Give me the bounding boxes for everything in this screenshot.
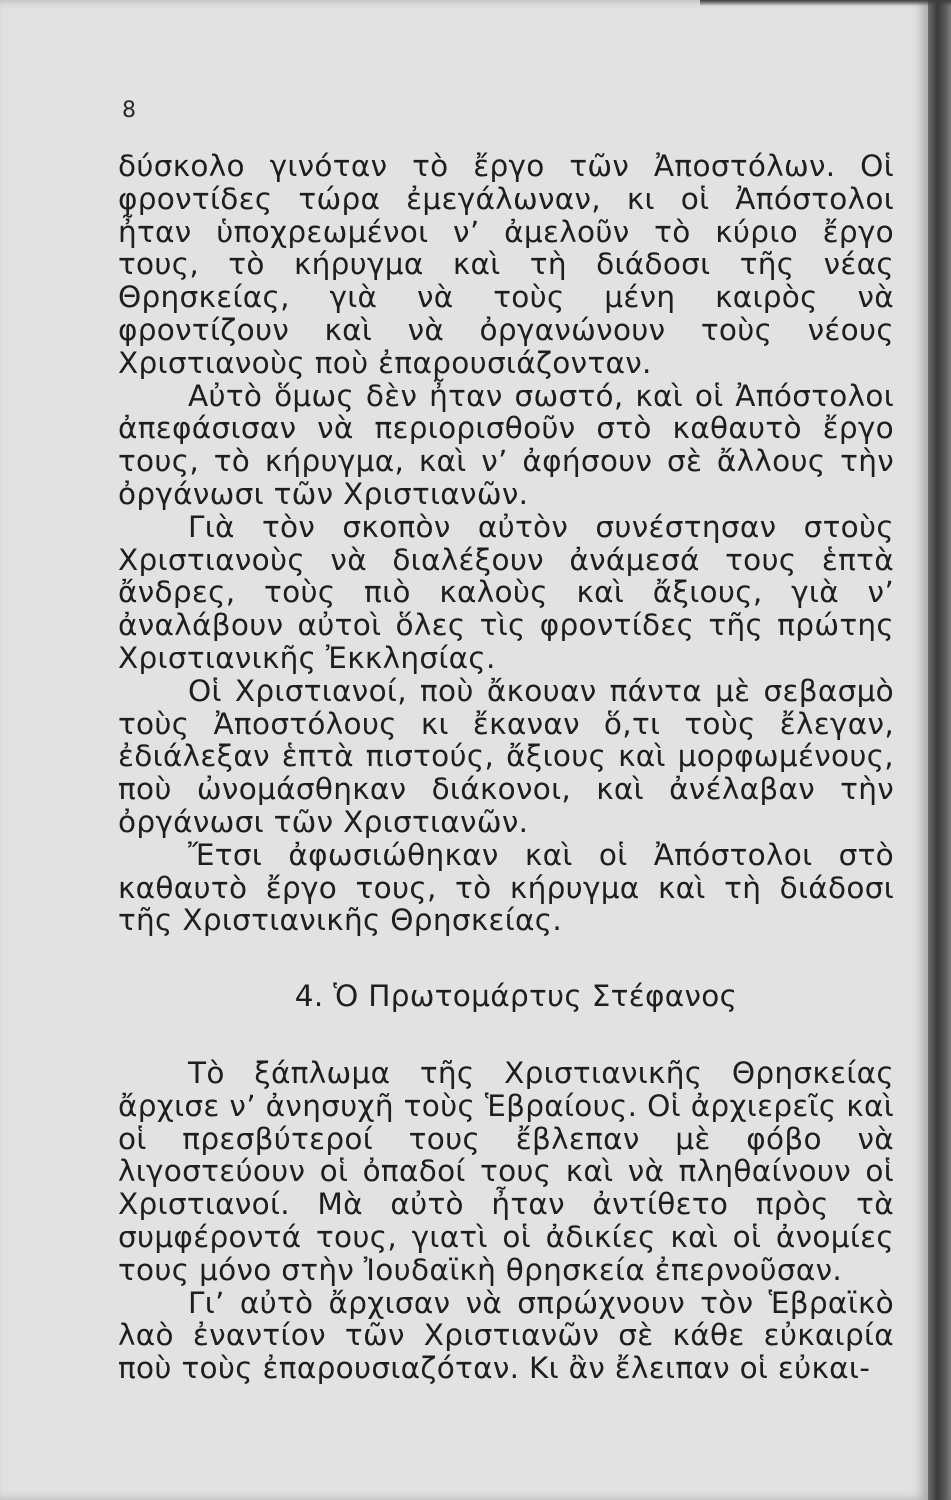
book-spine-edge [928, 0, 951, 1500]
page-number: 8 [122, 98, 136, 123]
page-top-shadow [700, 0, 951, 6]
section-paragraph-1: Τὸ ξάπλωμα τῆς Χριστιανικῆς Θρησκείας ἄρχισε ν’ ἀνησυχῆ τοὺς Ἑβραίους. Οἱ ἀρχιερεῖς καὶ οἱ πρεσβύτεροί τους ἔβλεπαν μὲ φόβο νὰ λιγοστεύουν οἱ ὀπαδοί τους καὶ νὰ πληθαίνουν οἱ Χριστιανοί. Μὰ αὐτὸ ἦταν ἀντίθετο πρὸς τὰ συμφέροντά τους, γιατὶ οἱ ἀδικίες καὶ οἱ ἀνομίες τους μόνο στὴν Ἰουδαϊκὴ θρησκεία ἐπερνοῦσαν. [118, 1055, 894, 1287]
paragraph-3: Γιὰ τὸν σκοπὸν αὐτὸν συνέστησαν στοὺς Χριστιανοὺς νὰ διαλέξουν ἀνάμεσά τους ἑπτὰ ἄνδρες, τοὺς πιὸ καλοὺς καὶ ἄξιους, γιὰ ν’ ἀναλάβουν αὐτοὶ ὅλες τὶς φροντίδες τῆς πρώτης Χριστιανικῆς Ἐκκλησίας. [118, 509, 894, 675]
paragraph-2: Αὐτὸ ὅμως δὲν ἦταν σωστό, καὶ οἱ Ἀπόστολοι ἀπεφάσισαν νὰ περιορισθοῦν στὸ καθαυτὸ ἔργο τους, τὸ κήρυγμα, καὶ ν’ ἀφήσουν σὲ ἄλλους τὴν ὀργάνωσι τῶν Χριστιανῶν. [118, 378, 894, 511]
section-paragraph-2: Γι’ αὐτὸ ἄρχισαν νὰ σπρώχνουν τὸν Ἑβραϊκὸ λαὸ ἐναντίον τῶν Χριστιανῶν σὲ κάθε εὐκαιρία ποὺ τοὺς ἐπαρουσιαζόταν. Κι ἂν ἔλειπαν οἱ εὐκαι- [118, 1285, 894, 1386]
section-heading: 4. Ὁ Πρωτομάρτυς Στέφανος [294, 979, 738, 1014]
body-text [118, 150, 894, 1385]
paragraph-4: Οἱ Χριστιανοί, ποὺ ἄκουαν πάντα μὲ σεβασμὸ τοὺς Ἀποστόλους κι ἔκαναν ὅ,τι τοὺς ἔλεγαν, ἐδιάλεξαν ἑπτὰ πιστούς, ἄξιους καὶ μορφωμένους, ποὺ ὠνομάσθηκαν διάκονοι, καὶ ἀνέλαβαν τὴν ὀργάνωσι τῶν Χριστιανῶν. [118, 673, 894, 839]
paragraph-5: Ἔτσι ἀφωσιώθηκαν καὶ οἱ Ἀπόστολοι στὸ καθαυτὸ ἔργο τους, τὸ κήρυγμα καὶ τὴ διάδοσι τῆς Χριστιανικῆς Θρησκείας. [118, 837, 894, 938]
paragraph-1: δύσκολο γινόταν τὸ ἔργο τῶν Ἀποστόλων. Οἱ φροντίδες τώρα ἐμεγάλωναν, κι οἱ Ἀπόστολοι ἦταν ὑποχρεωμένοι ν’ ἀμελοῦν τὸ κύριο ἔργο τους, τὸ κήρυγμα καὶ τὴ διάδοσι τῆς νέας Θρησκείας, γιὰ νὰ τοὺς μένη καιρὸς νὰ φροντίζουν καὶ νὰ ὀργανώνουν τοὺς νέους Χριστιανοὺς ποὺ ἐπαρουσιάζονταν. [118, 149, 894, 380]
